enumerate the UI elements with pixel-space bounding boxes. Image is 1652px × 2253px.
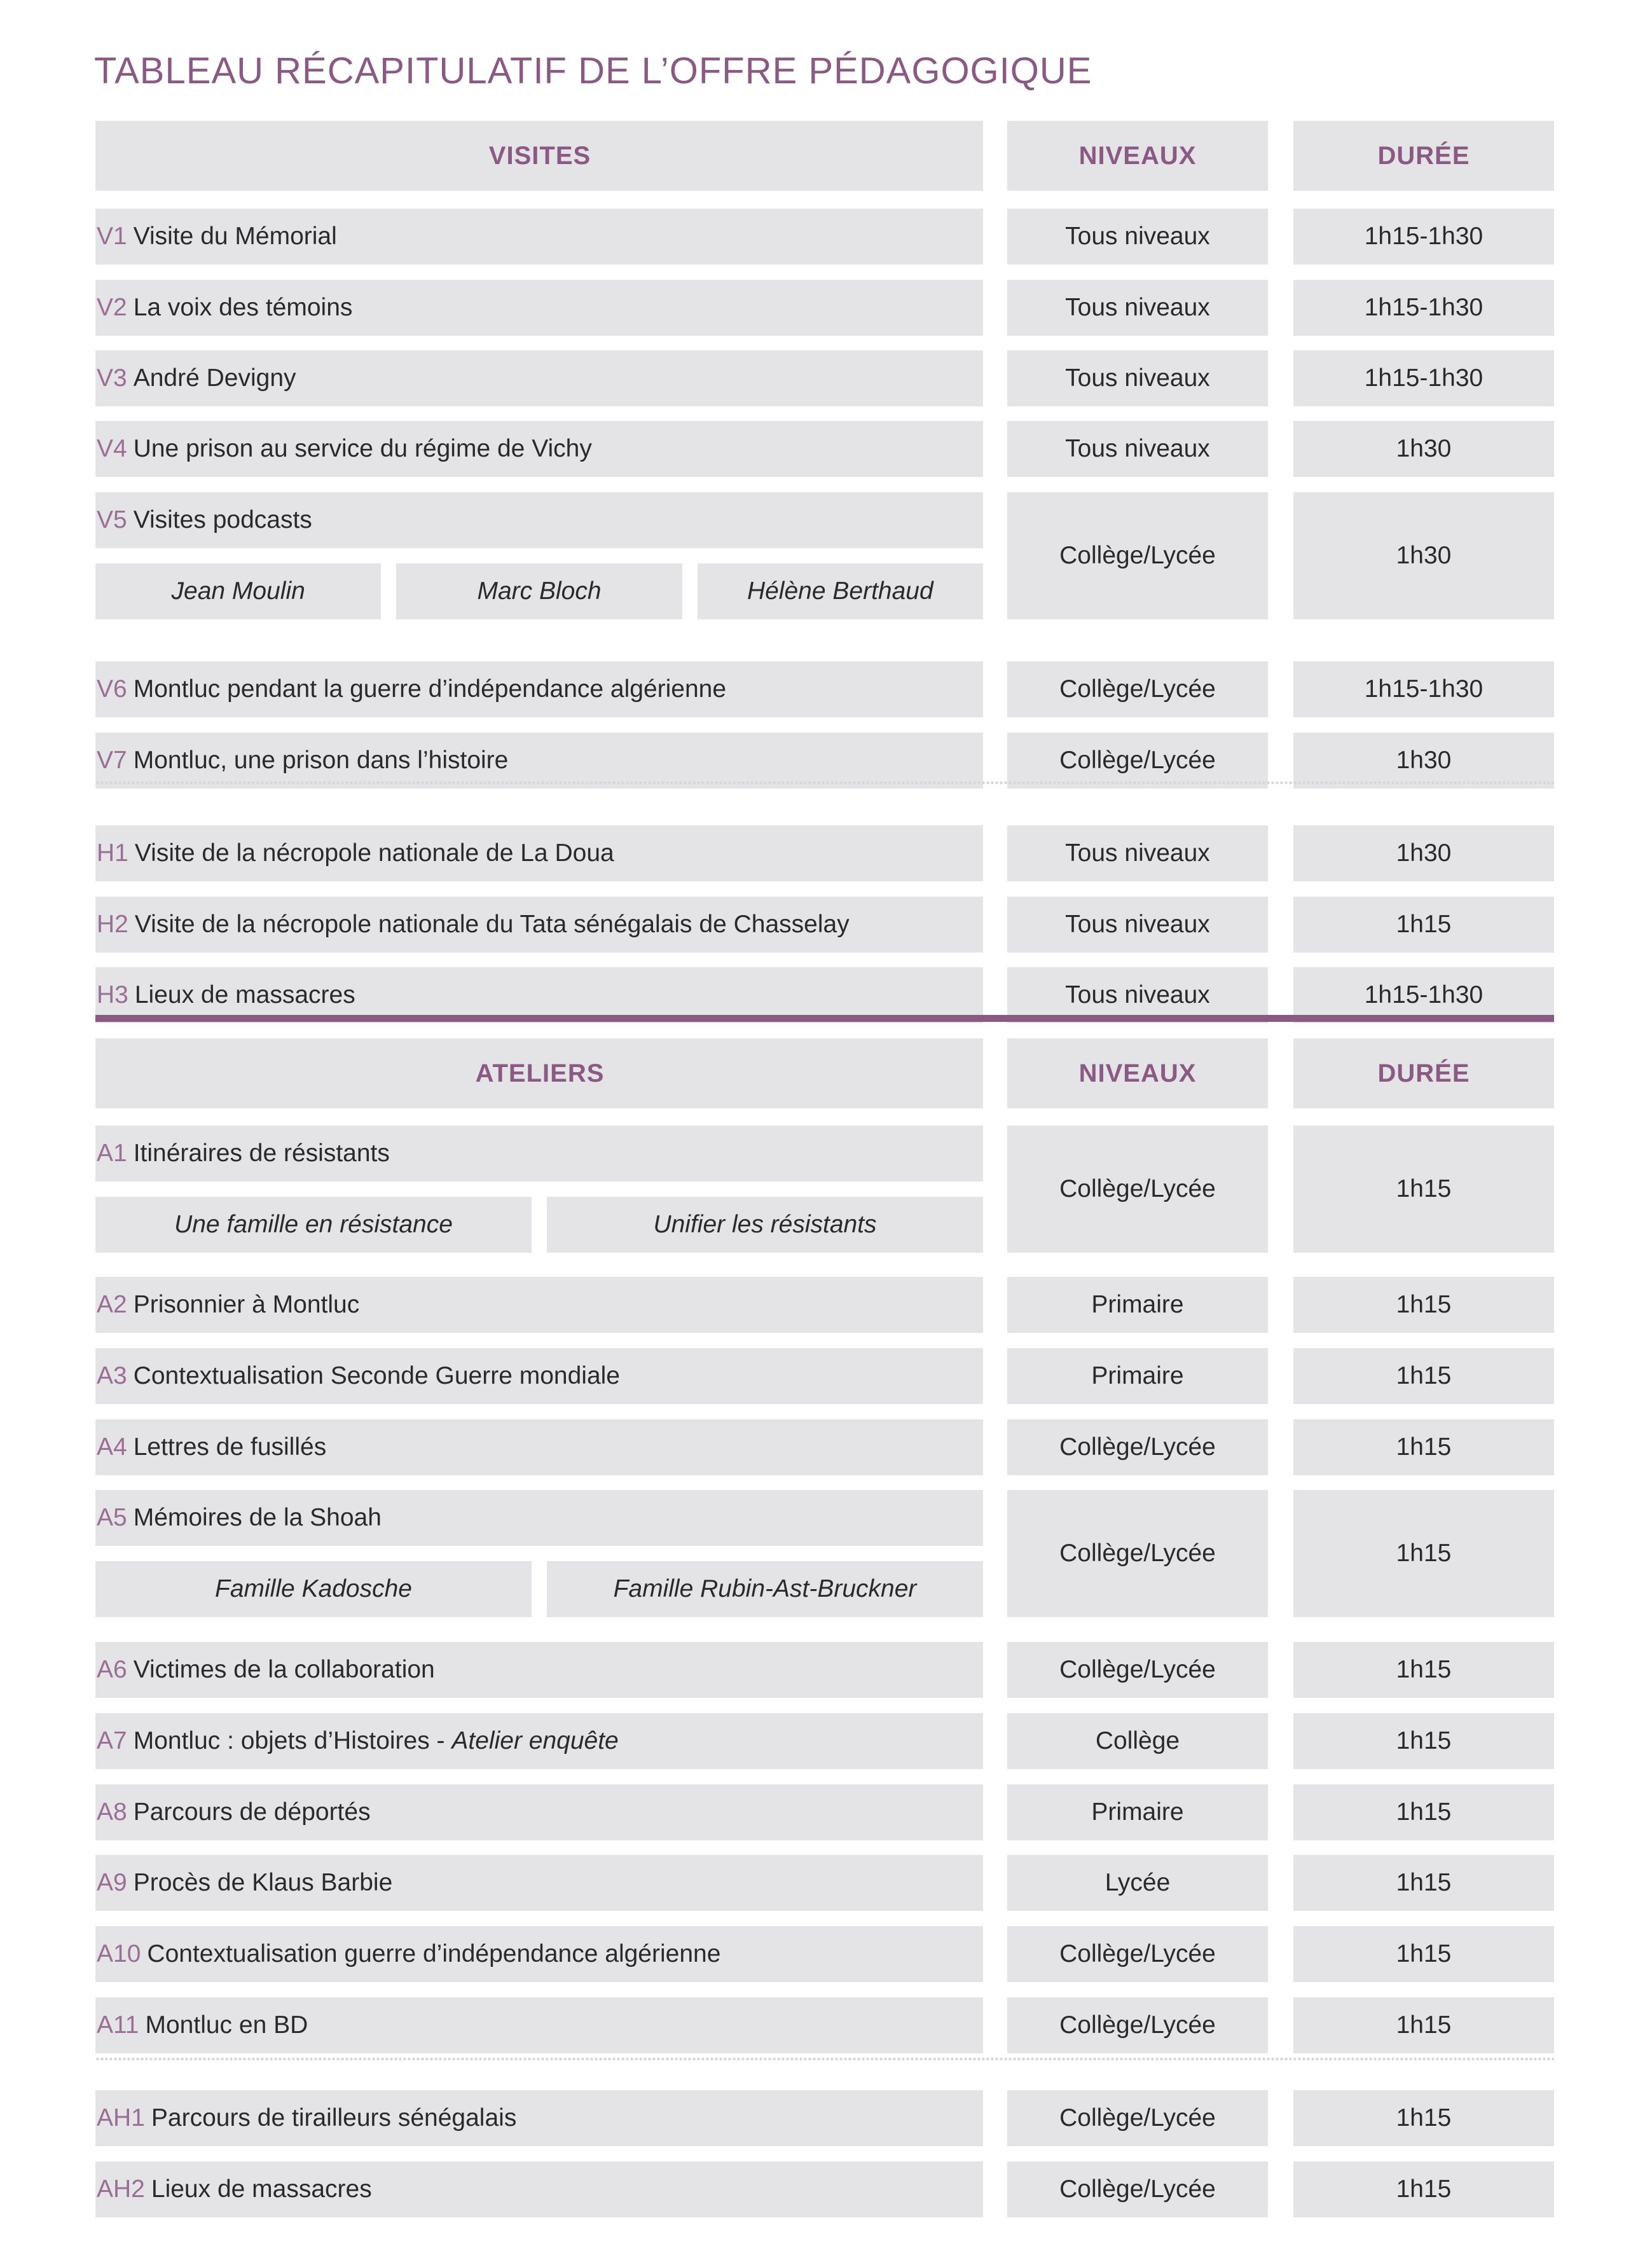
dotted-separator (95, 2056, 1554, 2062)
activity-cell (95, 825, 983, 881)
activity-label: Parcours de déportés (133, 1798, 371, 1826)
level-cell: Tous niveaux (1007, 280, 1268, 336)
level-cell: Collège/Lycée (1007, 1126, 1268, 1253)
table-row (95, 1855, 1554, 1911)
activity-code: AH2 (97, 2175, 145, 2203)
level-cell: Primaire (1007, 1784, 1268, 1840)
table-row (95, 1419, 1554, 1475)
duration-cell: 1h15 (1293, 1490, 1554, 1617)
activity-label: Victimes de la collaboration (133, 1656, 435, 1683)
activity-cell (95, 421, 983, 477)
duration-cell: 1h30 (1293, 825, 1554, 881)
table-row (95, 1126, 1554, 1253)
level-cell: Tous niveaux (1007, 825, 1268, 881)
activity-code: V3 (97, 364, 127, 392)
activity-cell (95, 661, 983, 717)
activity-cell (95, 1784, 983, 1840)
duration-cell: 1h15 (1293, 1855, 1554, 1911)
activity-label: Contextualisation guerre d’indépendance algérienne (147, 1940, 721, 1967)
subitem-cell: Marc Bloch (396, 563, 682, 619)
activity-cell (95, 897, 983, 953)
activity-code: V1 (97, 223, 127, 250)
level-cell: Tous niveaux (1007, 350, 1268, 406)
table-row (95, 1277, 1554, 1333)
activity-code: A4 (97, 1433, 127, 1461)
level-cell: Collège (1007, 1713, 1268, 1769)
table-row (95, 492, 1554, 619)
activity-code: A9 (97, 1869, 127, 1896)
activity-label: Itinéraires de résistants (133, 1140, 390, 1167)
activity-code: V2 (97, 294, 127, 321)
activity-label: Visite du Mémorial (133, 223, 337, 250)
subitem-cell: Jean Moulin (95, 563, 381, 619)
activity-cell (95, 1997, 983, 2053)
activity-label: La voix des témoins (133, 294, 353, 321)
duration-cell: 1h15 (1293, 897, 1554, 953)
duration-cell: 1h15 (1293, 1926, 1554, 1982)
table-row (95, 897, 1554, 953)
ateliers-header-levels: NIVEAUX (1007, 1038, 1268, 1108)
activity-label-italic: Atelier enquête (451, 1727, 619, 1754)
level-cell: Tous niveaux (1007, 897, 1268, 953)
activity-cell (95, 350, 983, 406)
activity-cell (95, 1642, 983, 1698)
activity-label: Prisonnier à Montluc (133, 1291, 360, 1318)
activity-label: Montluc, une prison dans l’histoire (133, 747, 509, 774)
level-cell: Collège/Lycée (1007, 733, 1268, 789)
visites-header-row (95, 121, 1554, 191)
activity-code: AH1 (97, 2104, 145, 2132)
duration-cell: 1h15-1h30 (1293, 967, 1554, 1023)
duration-cell: 1h15 (1293, 1713, 1554, 1769)
table-row (95, 2161, 1554, 2217)
duration-cell: 1h15 (1293, 1277, 1554, 1333)
duration-cell: 1h15 (1293, 1348, 1554, 1404)
level-cell: Collège/Lycée (1007, 1642, 1268, 1698)
level-cell: Tous niveaux (1007, 421, 1268, 477)
activity-cell (95, 1490, 983, 1546)
table-row (95, 209, 1554, 265)
activity-code: V7 (97, 747, 127, 774)
activity-label: Une prison au service du régime de Vichy (133, 435, 592, 462)
activity-label: Montluc pendant la guerre d’indépendance algérienne (133, 675, 727, 703)
level-cell: Collège/Lycée (1007, 1490, 1268, 1617)
activity-label: Lettres de fusillés (133, 1433, 327, 1461)
activity-cell (95, 1855, 983, 1911)
level-cell: Tous niveaux (1007, 967, 1268, 1023)
subitem-cell: Hélène Berthaud (698, 563, 983, 619)
ateliers-header-row (95, 1038, 1554, 1108)
visites-header-main: VISITES (95, 121, 983, 191)
activity-label: Procès de Klaus Barbie (133, 1869, 393, 1896)
activity-cell (95, 1277, 983, 1333)
level-cell: Collège/Lycée (1007, 1419, 1268, 1475)
subitem-cell: Famille Kadosche (95, 1561, 532, 1617)
dotted-separator (95, 780, 1554, 786)
activity-cell (95, 2161, 983, 2217)
table-row (95, 1348, 1554, 1404)
duration-cell: 1h30 (1293, 421, 1554, 477)
activity-code: A11 (97, 2011, 139, 2039)
activity-cell (95, 2090, 983, 2146)
activity-code: V5 (97, 506, 127, 534)
subitem-cell: Famille Rubin-Ast-Bruckner (547, 1561, 983, 1617)
level-cell: Collège/Lycée (1007, 1926, 1268, 1982)
activity-cell (95, 1926, 983, 1982)
duration-cell: 1h15-1h30 (1293, 209, 1554, 265)
activity-code: A5 (97, 1504, 127, 1531)
activity-label: Visite de la nécropole nationale du Tata sénégalais de Chasselay (134, 911, 850, 938)
visites-header-duration: DURÉE (1293, 121, 1554, 191)
table-row (95, 1997, 1554, 2053)
activity-label: Visites podcasts (133, 506, 312, 534)
table-row (95, 1713, 1554, 1769)
table-row (95, 1926, 1554, 1982)
activity-label: André Devigny (133, 364, 296, 392)
duration-cell: 1h15-1h30 (1293, 661, 1554, 717)
table-row (95, 1490, 1554, 1617)
activity-code: A2 (97, 1291, 127, 1318)
activity-code: A1 (97, 1140, 127, 1167)
table-row (95, 825, 1554, 881)
activity-cell (95, 1126, 983, 1182)
level-cell: Lycée (1007, 1855, 1268, 1911)
duration-cell: 1h30 (1293, 492, 1554, 619)
table-row (95, 1784, 1554, 1840)
level-cell: Primaire (1007, 1277, 1268, 1333)
activity-label: Mémoires de la Shoah (133, 1504, 382, 1531)
activity-cell (95, 1419, 983, 1475)
table-row (95, 661, 1554, 717)
activity-cell (95, 492, 983, 548)
activity-code: A7 (97, 1727, 127, 1754)
section-divider (95, 1015, 1554, 1022)
table-row (95, 350, 1554, 406)
duration-cell: 1h30 (1293, 733, 1554, 789)
table-row (95, 1642, 1554, 1698)
table-row (95, 421, 1554, 477)
subitem-cell: Une famille en résistance (95, 1197, 532, 1253)
activity-cell (95, 1713, 983, 1769)
activity-cell (95, 280, 983, 336)
activity-label: Lieux de massacres (151, 2175, 372, 2203)
activity-code: A10 (97, 1940, 141, 1967)
level-cell: Collège/Lycée (1007, 1997, 1268, 2053)
subitem-cell: Unifier les résistants (547, 1197, 983, 1253)
activity-label: Montluc : objets d’Histoires - (133, 1727, 452, 1754)
ateliers-header-duration: DURÉE (1293, 1038, 1554, 1108)
level-cell: Tous niveaux (1007, 209, 1268, 265)
level-cell: Collège/Lycée (1007, 661, 1268, 717)
duration-cell: 1h15 (1293, 2090, 1554, 2146)
level-cell: Collège/Lycée (1007, 2161, 1268, 2217)
activity-code: V6 (97, 675, 127, 703)
visites-header-levels: NIVEAUX (1007, 121, 1268, 191)
level-cell: Collège/Lycée (1007, 2090, 1268, 2146)
duration-cell: 1h15-1h30 (1293, 280, 1554, 336)
duration-cell: 1h15 (1293, 1997, 1554, 2053)
activity-code: A6 (97, 1656, 127, 1683)
activity-code: H1 (97, 839, 128, 867)
activity-label: Lieux de massacres (134, 981, 355, 1009)
activity-label: Parcours de tirailleurs sénégalais (151, 2104, 517, 2132)
activity-code: A8 (97, 1798, 127, 1826)
page-title: TABLEAU RÉCAPITULATIF DE L’OFFRE PÉDAGOGIQUE (94, 50, 1092, 92)
activity-code: A3 (97, 1362, 127, 1389)
ateliers-header-main: ATELIERS (95, 1038, 983, 1108)
activity-label: Visite de la nécropole nationale de La Doua (134, 839, 614, 867)
level-cell: Collège/Lycée (1007, 492, 1268, 619)
activity-code: V4 (97, 435, 127, 462)
duration-cell: 1h15 (1293, 1642, 1554, 1698)
duration-cell: 1h15 (1293, 1784, 1554, 1840)
activity-code: H3 (97, 981, 128, 1009)
activity-label: Contextualisation Seconde Guerre mondiale (133, 1362, 621, 1389)
activity-cell (95, 1348, 983, 1404)
duration-cell: 1h15 (1293, 1126, 1554, 1253)
table-row (95, 280, 1554, 336)
activity-label: Montluc en BD (145, 2011, 308, 2039)
duration-cell: 1h15 (1293, 2161, 1554, 2217)
activity-cell (95, 209, 983, 265)
duration-cell: 1h15-1h30 (1293, 350, 1554, 406)
table-row (95, 2090, 1554, 2146)
duration-cell: 1h15 (1293, 1419, 1554, 1475)
activity-code: H2 (97, 911, 128, 938)
level-cell: Primaire (1007, 1348, 1268, 1404)
